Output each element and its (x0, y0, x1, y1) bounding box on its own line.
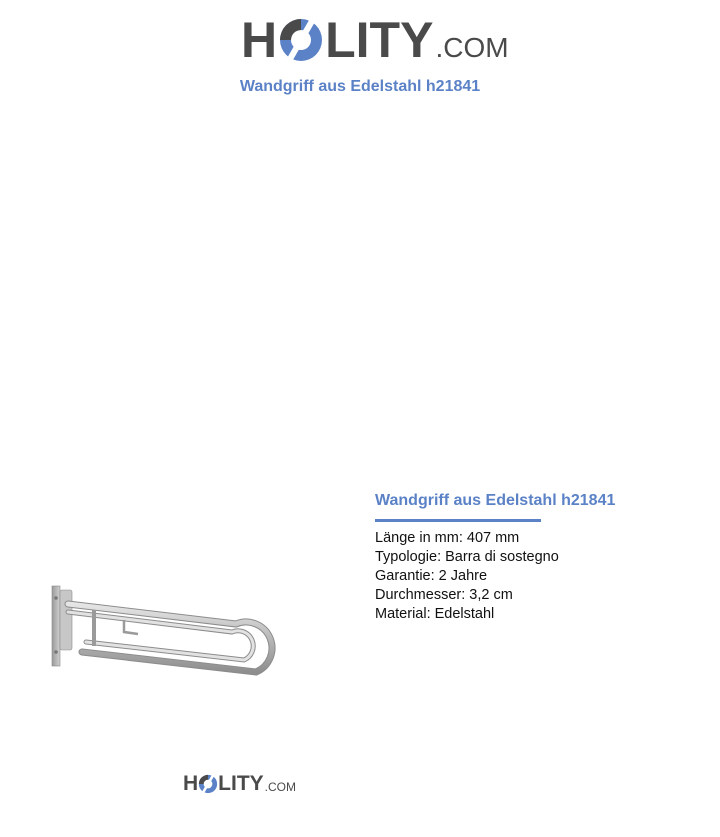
footer-logo-com: .COM (264, 780, 297, 794)
product-info (375, 491, 695, 624)
spec-material: Material: Edelstahl (375, 606, 495, 622)
page-title: Wandgriff aus Edelstahl h21841 (239, 78, 481, 95)
spec-type: Typologie: Barra di sostegno (375, 549, 559, 565)
logo-letter-h: H (241, 12, 278, 68)
logo-o-mark-icon (278, 17, 324, 63)
title-underline (375, 519, 541, 522)
footer-logo-o-mark-icon (198, 774, 218, 794)
footer-logo-letter-h: H (183, 772, 199, 795)
footer-logo-wordmark: LITY (218, 772, 264, 795)
grab-bar-image (46, 580, 291, 700)
spec-length: Länge in mm: 407 mm (375, 530, 520, 546)
logo-com: .COM (435, 32, 509, 63)
product-title: Wandgriff aus Edelstahl h21841 (375, 492, 616, 509)
logo-wordmark: LITY (325, 12, 434, 68)
spec-diameter: Durchmesser: 3,2 cm (375, 587, 513, 603)
footer-holity-logo (183, 771, 296, 797)
holity-logo (241, 10, 509, 70)
spec-warranty: Garantie: 2 Jahre (375, 568, 488, 584)
